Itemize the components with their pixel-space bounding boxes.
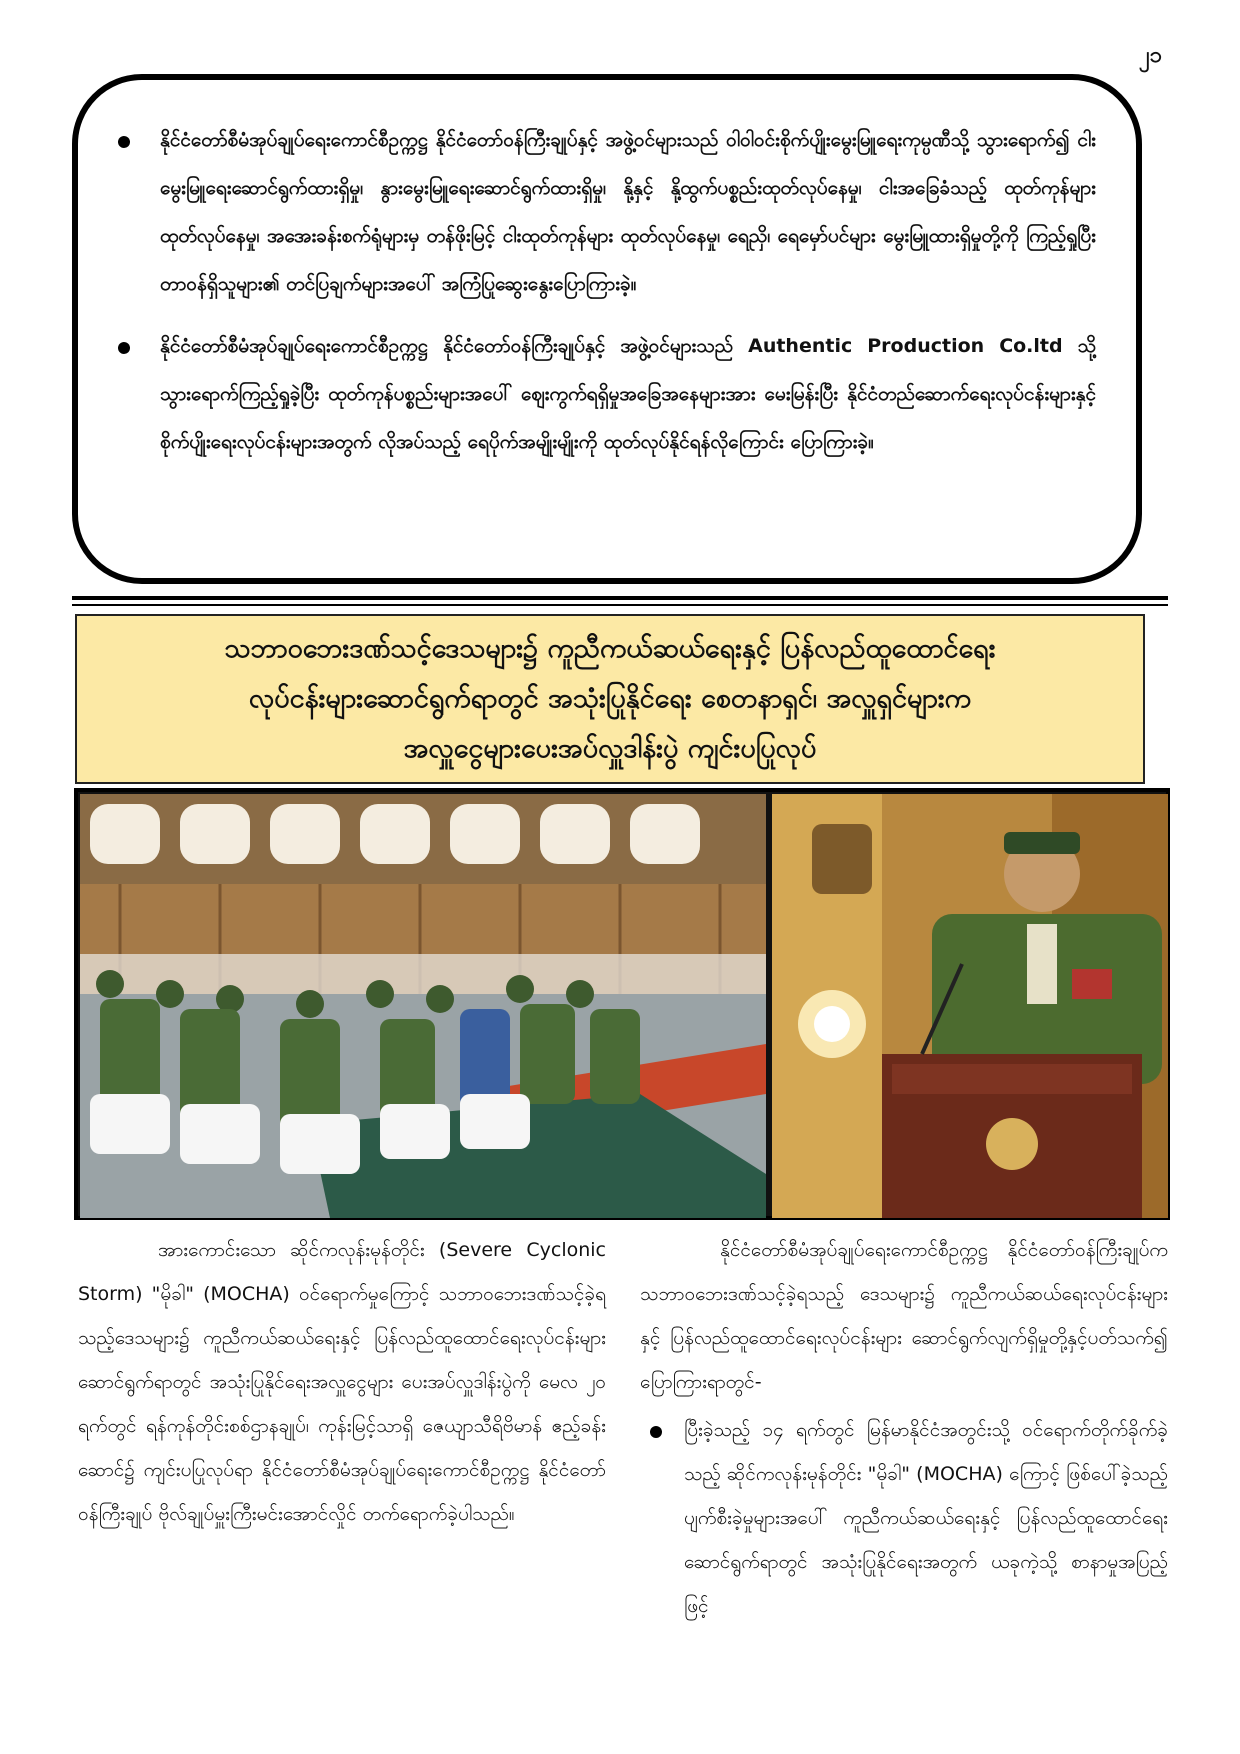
bullet-text: နိုင်ငံတော်စီမံအုပ်ချုပ်ရေးကောင်စီဥက္ကဋ္ဌ နိုင်ငံတော်ဝန်ကြီးချုပ်နှင့် အဖွဲ့ဝင်များသည် Authentic Production Co.ltd သို့ သွားရောက်ကြည့်ရှုခဲ့ပြီး ထုတ်ကုန်ပစ္စည်းများအပေါ် ဈေးကွက်ရရှိမှုအခြေအနေများအား မေးမြန်းပြီး နိုင်ငံတည်ဆောက်ရေးလုပ်ငန်းများနှင့် စိုက်ပျိုးရေးလုပ်ငန်းများအတွက် လိုအပ်သည့် ရေပိုက်အမျိုးမျိုးကို ထုတ်လုပ်နိုင်ရန်လိုကြောင်း ပြောကြားခဲ့။ xyxy=(160,335,1096,453)
divider-rule xyxy=(72,596,1168,600)
article-paragraph: အားကောင်းသော ဆိုင်ကလုန်းမုန်တိုင်း (Severe Cyclonic Storm) "မိုခါ" (MOCHA) ဝင်ရောက်မှုကြောင့် သဘာဝဘေးဒဏ်သင့်ခဲ့ရသည့်ဒေသများ၌ ကူညီကယ်ဆယ်ရေးနှင့် ပြန်လည်ထူထောင်ရေးလုပ်ငန်းများ ဆောင်ရွက်ရာတွင် အသုံးပြုနိုင်ရေးအလှူငွေများ ပေးအပ်လှူဒါန်းပွဲကို မေလ ၂၀ ရက်တွင် ရန်ကုန်တိုင်းစစ်ဌာနချုပ်၊ ကုန်းမြင့်သာရှိ ဇေယျာသီရိဗိမာန် ဧည့်ခန်းဆောင်၌ ကျင်းပပြုလုပ်ရာ နိုင်ငံတော်စီမံအုပ်ချုပ်ရေးကောင်စီဥက္ကဋ္ဌ နိုင်ငံတော်ဝန်ကြီးချုပ် ဗိုလ်ချုပ်မှူးကြီးမင်းအောင်လှိုင် တက်ရောက်ခဲ့ပါသည်။ xyxy=(78,1239,606,1525)
bullet-item xyxy=(118,116,1096,308)
audience-photo xyxy=(80,794,766,1218)
speaker-photo xyxy=(772,794,1168,1218)
page-number: ၂၁ xyxy=(1138,43,1162,68)
headline-line: လုပ်ငန်းများဆောင်ရွက်ရာတွင် အသုံးပြုနိုင်ရေး စေတနာရှင်၊ အလှူရှင်များက xyxy=(248,683,972,714)
headline-line: အလှူငွေများပေးအပ်လှူဒါန်းပွဲ ကျင်းပပြုလုပ် xyxy=(403,733,817,764)
bullet-icon xyxy=(118,342,130,354)
article-column-left xyxy=(78,1228,606,1536)
bullet-item xyxy=(640,1408,1168,1628)
highlights-box xyxy=(72,74,1142,584)
article-column-right xyxy=(640,1228,1168,1628)
bullet-icon xyxy=(650,1426,662,1438)
article-paragraph: နိုင်ငံတော်စီမံအုပ်ချုပ်ရေးကောင်စီဥက္ကဋ္ဌ နိုင်ငံတော်ဝန်ကြီးချုပ်က သဘာဝဘေးဒဏ်သင့်ခဲ့ရသည့် ဒေသများ၌ ကူညီကယ်ဆယ်ရေးလုပ်ငန်းများနှင့် ပြန်လည်ထူထောင်ရေးလုပ်ငန်းများ ဆောင်ရွက်လျက်ရှိမှုတို့နှင့်ပတ်သက်၍ ပြောကြားရာတွင်- xyxy=(640,1239,1168,1393)
photo-frame xyxy=(74,788,1170,1220)
bullet-item xyxy=(118,322,1096,466)
article-headline xyxy=(75,614,1145,784)
bullet-text: ပြီးခဲ့သည့် ၁၄ ရက်တွင် မြန်မာနိုင်ငံအတွင်းသို့ ဝင်ရောက်တိုက်ခိုက်ခဲ့သည့် ဆိုင်ကလုန်းမုန်တိုင်း "မိုခါ" (MOCHA) ကြောင့် ဖြစ်ပေါ်ခဲ့သည့် ပျက်စီးခဲ့မှုများအပေါ် ကူညီကယ်ဆယ်ရေးနှင့် ပြန်လည်ထူထောင်ရေးဆောင်ရွက်ရာတွင် အသုံးပြုနိုင်ရေးအတွက် ယခုကဲ့သို့ စာနာမှုအပြည့်ဖြင့် xyxy=(684,1419,1168,1617)
headline-line: သဘာဝဘေးဒဏ်သင့်ဒေသများ၌ ကူညီကယ်ဆယ်ရေးနှင့် ပြန်လည်ထူထောင်ရေး xyxy=(224,633,996,664)
divider-rule xyxy=(72,604,1168,606)
bullet-icon xyxy=(118,136,130,148)
bullet-text: နိုင်ငံတော်စီမံအုပ်ချုပ်ရေးကောင်စီဥက္ကဋ္ဌ နိုင်ငံတော်ဝန်ကြီးချုပ်နှင့် အဖွဲ့ဝင်များသည် ဝါဝါဝင်းစိုက်ပျိုးမွေးမြူရေးကုမ္ပဏီသို့ သွားရောက်၍ ငါးမွေးမြူရေးဆောင်ရွက်ထားရှိမှု၊ နွားမွေးမြူရေးဆောင်ရွက်ထားရှိမှု၊ နို့နှင့် နို့ထွက်ပစ္စည်းထုတ်လုပ်နေမှု၊ ငါးအခြေခံသည့် ထုတ်ကုန်များ ထုတ်လုပ်နေမှု၊ အအေးခန်းစက်ရုံများမှ တန်ဖိုးမြင့် ငါးထုတ်ကုန်များ ထုတ်လုပ်နေမှု၊ ရေညှိ၊ ရေမှော်ပင်များ မွေးမြူထားရှိမှုတို့ကို ကြည့်ရှုပြီး တာဝန်ရှိသူများ၏ တင်ပြချက်များအပေါ် အကြံပြုဆွေးနွေးပြောကြားခဲ့။ xyxy=(160,129,1096,295)
